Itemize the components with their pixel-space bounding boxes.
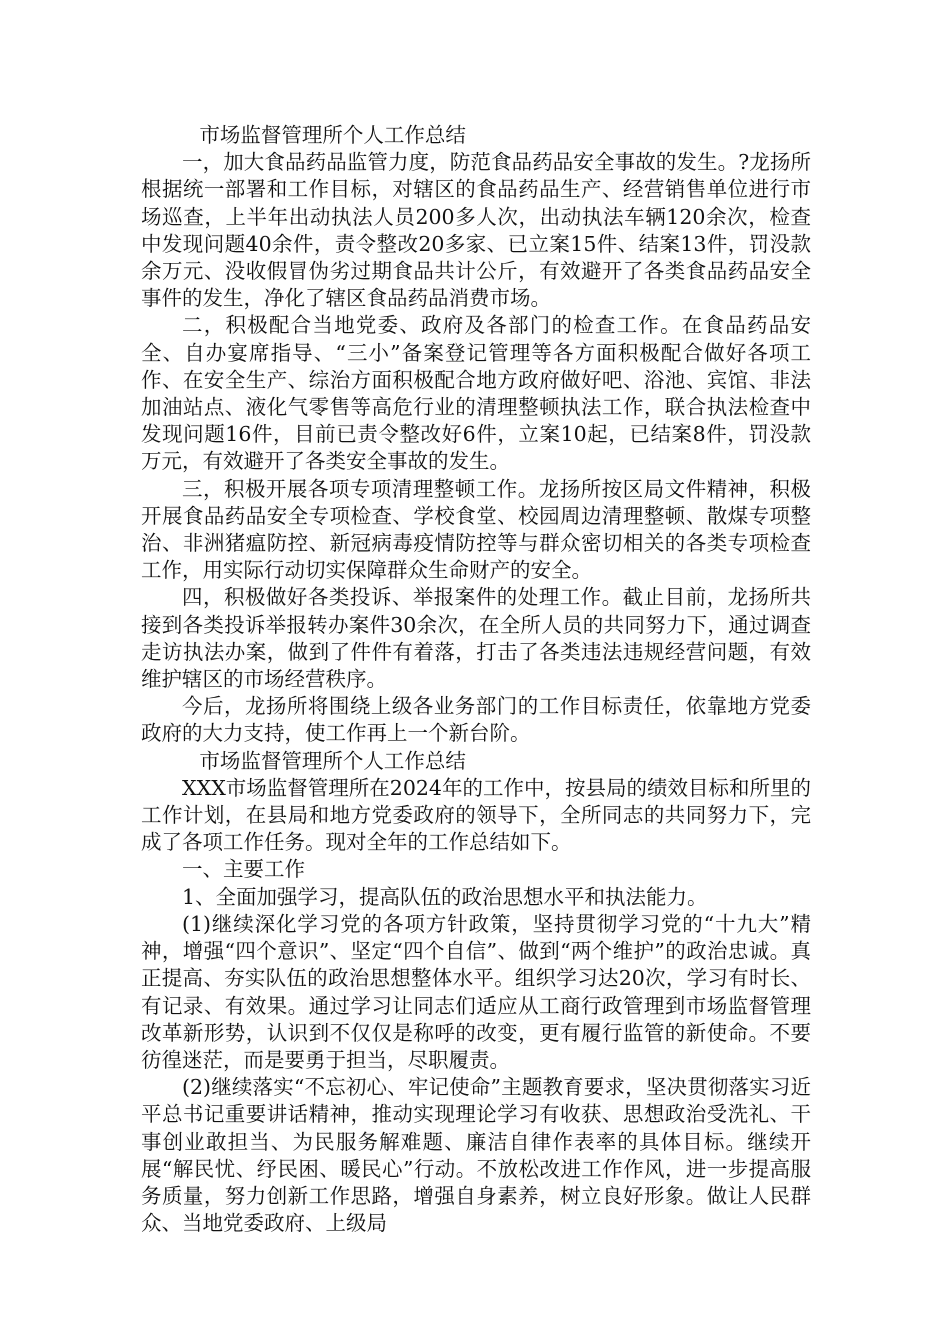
subsection-heading: 1、全面加强学习，提高队伍的政治思想水平和执法能力。 (182, 884, 708, 909)
paragraph: 今后，龙扬所将围绕上级各业务部门的工作目标责任，依靠地方党委政府的大力支持，使工作再上一个新台阶。 (141, 694, 811, 746)
paragraph: 一，加大食品药品监管力度，防范食品药品安全事故的发生。?龙扬所根据统一部署和工作目标，对辖区的食品药品生产、经营销售单位进行市场巡查，上半年出动执法人员200多人次，出动执法车辆120余次，检查中发现问题40余件，责令整改20多家、已立案15件、结案13件，罚没款余万元、没收假冒伪劣过期食品共计公斤，有效避开了各类食品药品安全事件的发生，净化了辖区食品药品消费市场。 (141, 150, 811, 311)
section-heading: 一、主要工作 (182, 857, 305, 882)
paragraph: 三，积极开展各项专项清理整顿工作。龙扬所按区局文件精神，积极开展食品药品安全专项检查、学校食堂、校园周边清理整顿、散煤专项整治、非洲猪瘟防控、新冠病毒疫情防控等与群众密切相关的各类专项检查工作，用实际行动切实保障群众生命财产的安全。 (141, 476, 811, 583)
paragraph: 四，积极做好各类投诉、举报案件的处理工作。截止目前，龙扬所共接到各类投诉举报转办案件30余次，在全所人员的共同努力下，通过调查走访执法办案，做到了件件有着落，打击了各类违法违规经营问题，有效维护辖区的市场经营秩序。 (141, 585, 811, 692)
paragraph: (1)继续深化学习党的各项方针政策，坚持贯彻学习党的“十九大”精神，增强“四个意识”、坚定“四个自信”、做到“两个维护”的政治忠诚。真正提高、夯实队伍的政治思想整体水平。组织学习达20次，学习有时长、有记录、有效果。通过学习让同志们适应从工商行政管理到市场监督管理改革新形势，认识到不仅仅是称呼的改变，更有履行监管的新使命。不要彷徨迷茫，而是要勇于担当，尽职履责。 (141, 911, 811, 1072)
paragraph: 二，积极配合当地党委、政府及各部门的检查工作。在食品药品安全、自办宴席指导、“三小”备案登记管理等各方面积极配合做好各项工作、在安全生产、综治方面积极配合地方政府做好吧、浴池、宾馆、非法加油站点、液化气零售等高危行业的清理整顿执法工作，联合执法检查中发现问题16件，目前已责令整改好6件，立案10起，已结案8件，罚没款万元，有效避开了各类安全事故的发生。 (141, 313, 811, 474)
document-body (141, 122, 811, 1237)
document-title: 市场监督管理所个人工作总结 (199, 123, 466, 147)
paragraph: XXX市场监督管理所在2024年的工作中，按县局的绩效目标和所里的工作计划，在县局和地方党委政府的领导下，全所同志的共同努力下，完成了各项工作任务。现对全年的工作总结如下。 (141, 775, 811, 855)
paragraph: (2)继续落实“不忘初心、牢记使命”主题教育要求，坚决贯彻落实习近平总书记重要讲话精神，推动实现理论学习有收获、思想政治受洗礼、干事创业敢担当、为民服务解难题、廉洁自律作表率的具体目标。继续开展“解民忧、纾民困、暖民心”行动。不放松改进工作作风，进一步提高服务质量，努力创新工作思路，增强自身素养，树立良好形象。做让人民群众、当地党委政府、上级局 (141, 1075, 811, 1236)
document-title: 市场监督管理所个人工作总结 (199, 748, 466, 773)
